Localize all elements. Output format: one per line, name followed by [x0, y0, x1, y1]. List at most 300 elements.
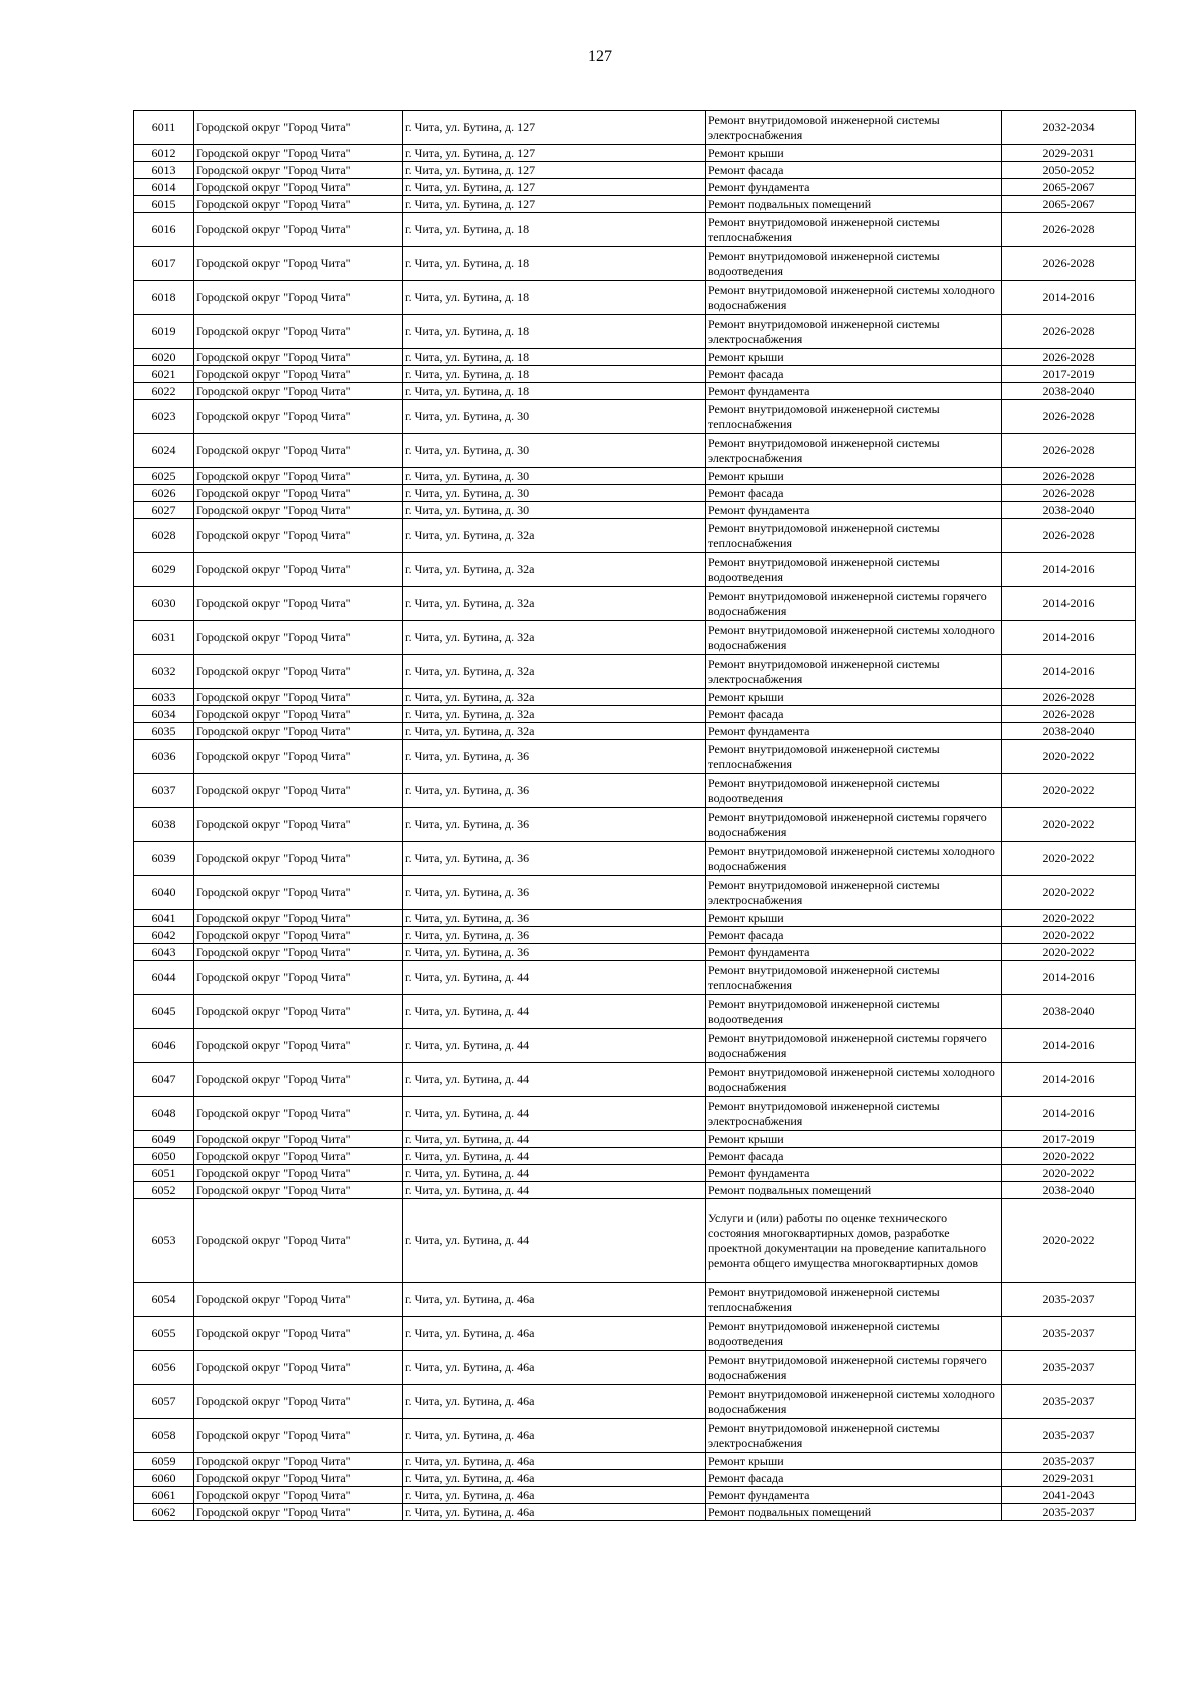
row-number-cell: 6020 — [134, 349, 194, 366]
table-row — [134, 468, 1136, 485]
years-cell: 2041-2043 — [1002, 1487, 1136, 1504]
row-number-cell: 6049 — [134, 1131, 194, 1148]
municipality-cell: Городской округ "Город Чита" — [194, 179, 403, 196]
address-cell: г. Чита, ул. Бутина, д. 36 — [403, 740, 706, 774]
table-row — [134, 519, 1136, 553]
table-row — [134, 315, 1136, 349]
municipality-cell: Городской округ "Город Чита" — [194, 1165, 403, 1182]
row-number-cell: 6022 — [134, 383, 194, 400]
work-type-cell: Ремонт крыши — [706, 689, 1002, 706]
address-cell: г. Чита, ул. Бутина, д. 18 — [403, 349, 706, 366]
table-row — [134, 281, 1136, 315]
work-type-cell: Ремонт внутридомовой инженерной системы электроснабжения — [706, 434, 1002, 468]
years-cell: 2020-2022 — [1002, 774, 1136, 808]
municipality-cell: Городской округ "Город Чита" — [194, 876, 403, 910]
work-type-cell: Ремонт внутридомовой инженерной системы холодного водоснабжения — [706, 1063, 1002, 1097]
years-cell: 2014-2016 — [1002, 655, 1136, 689]
address-cell: г. Чита, ул. Бутина, д. 36 — [403, 927, 706, 944]
row-number-cell: 6039 — [134, 842, 194, 876]
municipality-cell: Городской округ "Город Чита" — [194, 434, 403, 468]
years-cell: 2020-2022 — [1002, 876, 1136, 910]
municipality-cell: Городской округ "Город Чита" — [194, 1351, 403, 1385]
table-row — [134, 1097, 1136, 1131]
table-row — [134, 213, 1136, 247]
row-number-cell: 6011 — [134, 111, 194, 145]
years-cell: 2020-2022 — [1002, 944, 1136, 961]
address-cell: г. Чита, ул. Бутина, д. 30 — [403, 400, 706, 434]
work-type-cell: Ремонт фундамента — [706, 179, 1002, 196]
work-type-cell: Ремонт внутридомовой инженерной системы водоотведения — [706, 247, 1002, 281]
municipality-cell: Городской округ "Город Чита" — [194, 1097, 403, 1131]
years-cell: 2038-2040 — [1002, 502, 1136, 519]
row-number-cell: 6056 — [134, 1351, 194, 1385]
work-type-cell: Ремонт внутридомовой инженерной системы холодного водоснабжения — [706, 621, 1002, 655]
table-row — [134, 774, 1136, 808]
table-row — [134, 944, 1136, 961]
capital-repair-table — [133, 110, 1136, 1521]
municipality-cell: Городской округ "Город Чита" — [194, 485, 403, 502]
address-cell: г. Чита, ул. Бутина, д. 44 — [403, 1063, 706, 1097]
municipality-cell: Городской округ "Город Чита" — [194, 1182, 403, 1199]
address-cell: г. Чита, ул. Бутина, д. 46а — [403, 1351, 706, 1385]
row-number-cell: 6012 — [134, 145, 194, 162]
table-row — [134, 995, 1136, 1029]
table-row — [134, 723, 1136, 740]
address-cell: г. Чита, ул. Бутина, д. 18 — [403, 383, 706, 400]
years-cell: 2026-2028 — [1002, 519, 1136, 553]
row-number-cell: 6027 — [134, 502, 194, 519]
row-number-cell: 6055 — [134, 1317, 194, 1351]
years-cell: 2065-2067 — [1002, 196, 1136, 213]
municipality-cell: Городской округ "Город Чита" — [194, 196, 403, 213]
address-cell: г. Чита, ул. Бутина, д. 30 — [403, 468, 706, 485]
row-number-cell: 6013 — [134, 162, 194, 179]
table-row — [134, 1317, 1136, 1351]
row-number-cell: 6045 — [134, 995, 194, 1029]
years-cell: 2026-2028 — [1002, 434, 1136, 468]
years-cell: 2035-2037 — [1002, 1283, 1136, 1317]
work-type-cell: Ремонт крыши — [706, 349, 1002, 366]
work-type-cell: Ремонт внутридомовой инженерной системы теплоснабжения — [706, 519, 1002, 553]
municipality-cell: Городской округ "Город Чита" — [194, 1470, 403, 1487]
years-cell: 2014-2016 — [1002, 553, 1136, 587]
table-row — [134, 349, 1136, 366]
address-cell: г. Чита, ул. Бутина, д. 18 — [403, 281, 706, 315]
municipality-cell: Городской округ "Город Чита" — [194, 315, 403, 349]
table-row — [134, 196, 1136, 213]
work-type-cell: Ремонт внутридомовой инженерной системы горячего водоснабжения — [706, 1029, 1002, 1063]
address-cell: г. Чита, ул. Бутина, д. 46а — [403, 1453, 706, 1470]
years-cell: 2020-2022 — [1002, 910, 1136, 927]
row-number-cell: 6035 — [134, 723, 194, 740]
work-type-cell: Ремонт внутридомовой инженерной системы электроснабжения — [706, 655, 1002, 689]
work-type-cell: Ремонт внутридомовой инженерной системы холодного водоснабжения — [706, 842, 1002, 876]
years-cell: 2020-2022 — [1002, 740, 1136, 774]
municipality-cell: Городской округ "Город Чита" — [194, 366, 403, 383]
table-row — [134, 485, 1136, 502]
row-number-cell: 6024 — [134, 434, 194, 468]
work-type-cell: Ремонт фасада — [706, 1470, 1002, 1487]
years-cell: 2035-2037 — [1002, 1504, 1136, 1521]
table-row — [134, 111, 1136, 145]
municipality-cell: Городской округ "Город Чита" — [194, 689, 403, 706]
work-type-cell: Ремонт внутридомовой инженерной системы теплоснабжения — [706, 740, 1002, 774]
years-cell: 2035-2037 — [1002, 1419, 1136, 1453]
work-type-cell: Ремонт фасада — [706, 927, 1002, 944]
row-number-cell: 6044 — [134, 961, 194, 995]
row-number-cell: 6054 — [134, 1283, 194, 1317]
table-row — [134, 1165, 1136, 1182]
table-row — [134, 400, 1136, 434]
work-type-cell: Ремонт внутридомовой инженерной системы водоотведения — [706, 774, 1002, 808]
years-cell: 2035-2037 — [1002, 1385, 1136, 1419]
municipality-cell: Городской округ "Город Чита" — [194, 1487, 403, 1504]
table-row — [134, 808, 1136, 842]
years-cell: 2020-2022 — [1002, 808, 1136, 842]
row-number-cell: 6015 — [134, 196, 194, 213]
municipality-cell: Городской округ "Город Чита" — [194, 383, 403, 400]
work-type-cell: Услуги и (или) работы по оценке технического состояния многоквартирных домов, разработке проектной документации на проведение капитального ремонта общего имущества многоквартирных домов — [706, 1199, 1002, 1283]
years-cell: 2038-2040 — [1002, 383, 1136, 400]
years-cell: 2050-2052 — [1002, 162, 1136, 179]
table-row — [134, 706, 1136, 723]
work-type-cell: Ремонт фасада — [706, 162, 1002, 179]
table-row — [134, 1148, 1136, 1165]
table-row — [134, 740, 1136, 774]
years-cell: 2026-2028 — [1002, 213, 1136, 247]
years-cell: 2038-2040 — [1002, 1182, 1136, 1199]
municipality-cell: Городской округ "Город Чита" — [194, 944, 403, 961]
address-cell: г. Чита, ул. Бутина, д. 18 — [403, 213, 706, 247]
municipality-cell: Городской округ "Город Чита" — [194, 808, 403, 842]
work-type-cell: Ремонт внутридомовой инженерной системы горячего водоснабжения — [706, 1351, 1002, 1385]
table-row — [134, 162, 1136, 179]
years-cell: 2014-2016 — [1002, 1029, 1136, 1063]
table-row — [134, 621, 1136, 655]
address-cell: г. Чита, ул. Бутина, д. 44 — [403, 995, 706, 1029]
row-number-cell: 6023 — [134, 400, 194, 434]
municipality-cell: Городской округ "Город Чита" — [194, 162, 403, 179]
address-cell: г. Чита, ул. Бутина, д. 127 — [403, 196, 706, 213]
address-cell: г. Чита, ул. Бутина, д. 36 — [403, 944, 706, 961]
work-type-cell: Ремонт фундамента — [706, 723, 1002, 740]
work-type-cell: Ремонт крыши — [706, 145, 1002, 162]
table-row — [134, 876, 1136, 910]
years-cell: 2038-2040 — [1002, 723, 1136, 740]
table-row — [134, 1385, 1136, 1419]
row-number-cell: 6029 — [134, 553, 194, 587]
row-number-cell: 6016 — [134, 213, 194, 247]
years-cell: 2014-2016 — [1002, 1097, 1136, 1131]
address-cell: г. Чита, ул. Бутина, д. 44 — [403, 1097, 706, 1131]
years-cell: 2014-2016 — [1002, 961, 1136, 995]
municipality-cell: Городской округ "Город Чита" — [194, 400, 403, 434]
years-cell: 2029-2031 — [1002, 1470, 1136, 1487]
row-number-cell: 6025 — [134, 468, 194, 485]
years-cell: 2020-2022 — [1002, 1165, 1136, 1182]
table-row — [134, 1131, 1136, 1148]
municipality-cell: Городской округ "Город Чита" — [194, 927, 403, 944]
row-number-cell: 6061 — [134, 1487, 194, 1504]
municipality-cell: Городской округ "Город Чита" — [194, 655, 403, 689]
years-cell: 2032-2034 — [1002, 111, 1136, 145]
work-type-cell: Ремонт внутридомовой инженерной системы электроснабжения — [706, 315, 1002, 349]
table-row — [134, 655, 1136, 689]
address-cell: г. Чита, ул. Бутина, д. 44 — [403, 1182, 706, 1199]
address-cell: г. Чита, ул. Бутина, д. 32а — [403, 723, 706, 740]
table-row — [134, 179, 1136, 196]
address-cell: г. Чита, ул. Бутина, д. 46а — [403, 1487, 706, 1504]
row-number-cell: 6041 — [134, 910, 194, 927]
work-type-cell: Ремонт крыши — [706, 468, 1002, 485]
years-cell: 2029-2031 — [1002, 145, 1136, 162]
row-number-cell: 6048 — [134, 1097, 194, 1131]
address-cell: г. Чита, ул. Бутина, д. 36 — [403, 910, 706, 927]
years-cell: 2026-2028 — [1002, 400, 1136, 434]
address-cell: г. Чита, ул. Бутина, д. 46а — [403, 1317, 706, 1351]
table-row — [134, 1283, 1136, 1317]
address-cell: г. Чита, ул. Бутина, д. 32а — [403, 689, 706, 706]
address-cell: г. Чита, ул. Бутина, д. 32а — [403, 553, 706, 587]
municipality-cell: Городской округ "Город Чита" — [194, 468, 403, 485]
municipality-cell: Городской округ "Город Чита" — [194, 1148, 403, 1165]
address-cell: г. Чита, ул. Бутина, д. 36 — [403, 876, 706, 910]
table-row — [134, 553, 1136, 587]
address-cell: г. Чита, ул. Бутина, д. 46а — [403, 1283, 706, 1317]
address-cell: г. Чита, ул. Бутина, д. 127 — [403, 111, 706, 145]
address-cell: г. Чита, ул. Бутина, д. 46а — [403, 1419, 706, 1453]
table-row — [134, 689, 1136, 706]
years-cell: 2017-2019 — [1002, 366, 1136, 383]
work-type-cell: Ремонт фасада — [706, 706, 1002, 723]
work-type-cell: Ремонт фундамента — [706, 944, 1002, 961]
row-number-cell: 6050 — [134, 1148, 194, 1165]
row-number-cell: 6038 — [134, 808, 194, 842]
address-cell: г. Чита, ул. Бутина, д. 44 — [403, 1165, 706, 1182]
work-type-cell: Ремонт крыши — [706, 1453, 1002, 1470]
years-cell: 2026-2028 — [1002, 315, 1136, 349]
row-number-cell: 6031 — [134, 621, 194, 655]
row-number-cell: 6014 — [134, 179, 194, 196]
row-number-cell: 6017 — [134, 247, 194, 281]
years-cell: 2020-2022 — [1002, 842, 1136, 876]
years-cell: 2014-2016 — [1002, 281, 1136, 315]
table-row — [134, 502, 1136, 519]
address-cell: г. Чита, ул. Бутина, д. 32а — [403, 706, 706, 723]
work-type-cell: Ремонт фундамента — [706, 502, 1002, 519]
years-cell: 2020-2022 — [1002, 1148, 1136, 1165]
table-row — [134, 1470, 1136, 1487]
row-number-cell: 6062 — [134, 1504, 194, 1521]
table-row — [134, 247, 1136, 281]
row-number-cell: 6047 — [134, 1063, 194, 1097]
municipality-cell: Городской округ "Город Чита" — [194, 1063, 403, 1097]
row-number-cell: 6026 — [134, 485, 194, 502]
work-type-cell: Ремонт фасада — [706, 485, 1002, 502]
municipality-cell: Городской округ "Город Чита" — [194, 1453, 403, 1470]
work-type-cell: Ремонт внутридомовой инженерной системы водоотведения — [706, 553, 1002, 587]
municipality-cell: Городской округ "Город Чита" — [194, 842, 403, 876]
work-type-cell: Ремонт подвальных помещений — [706, 1504, 1002, 1521]
table-row — [134, 1063, 1136, 1097]
address-cell: г. Чита, ул. Бутина, д. 44 — [403, 1029, 706, 1063]
work-type-cell: Ремонт фасада — [706, 1148, 1002, 1165]
municipality-cell: Городской округ "Город Чита" — [194, 349, 403, 366]
table-body — [134, 111, 1136, 1521]
municipality-cell: Городской округ "Город Чита" — [194, 774, 403, 808]
municipality-cell: Городской округ "Город Чита" — [194, 621, 403, 655]
row-number-cell: 6043 — [134, 944, 194, 961]
work-type-cell: Ремонт крыши — [706, 910, 1002, 927]
address-cell: г. Чита, ул. Бутина, д. 44 — [403, 1131, 706, 1148]
municipality-cell: Городской округ "Город Чита" — [194, 111, 403, 145]
table-row — [134, 587, 1136, 621]
address-cell: г. Чита, ул. Бутина, д. 127 — [403, 145, 706, 162]
table-row — [134, 1199, 1136, 1283]
table-row — [134, 366, 1136, 383]
address-cell: г. Чита, ул. Бутина, д. 32а — [403, 655, 706, 689]
work-type-cell: Ремонт фундамента — [706, 1165, 1002, 1182]
work-type-cell: Ремонт внутридомовой инженерной системы горячего водоснабжения — [706, 808, 1002, 842]
row-number-cell: 6060 — [134, 1470, 194, 1487]
table-row — [134, 927, 1136, 944]
row-number-cell: 6051 — [134, 1165, 194, 1182]
table-row — [134, 910, 1136, 927]
municipality-cell: Городской округ "Город Чита" — [194, 1283, 403, 1317]
years-cell: 2020-2022 — [1002, 1199, 1136, 1283]
table-row — [134, 1504, 1136, 1521]
municipality-cell: Городской округ "Город Чита" — [194, 910, 403, 927]
address-cell: г. Чита, ул. Бутина, д. 36 — [403, 842, 706, 876]
work-type-cell: Ремонт внутридомовой инженерной системы водоотведения — [706, 995, 1002, 1029]
work-type-cell: Ремонт внутридомовой инженерной системы горячего водоснабжения — [706, 587, 1002, 621]
address-cell: г. Чита, ул. Бутина, д. 44 — [403, 1148, 706, 1165]
page-number: 127 — [588, 48, 612, 65]
row-number-cell: 6037 — [134, 774, 194, 808]
address-cell: г. Чита, ул. Бутина, д. 46а — [403, 1470, 706, 1487]
years-cell: 2026-2028 — [1002, 468, 1136, 485]
municipality-cell: Городской округ "Город Чита" — [194, 247, 403, 281]
municipality-cell: Городской округ "Город Чита" — [194, 961, 403, 995]
address-cell: г. Чита, ул. Бутина, д. 46а — [403, 1504, 706, 1521]
table-row — [134, 1419, 1136, 1453]
years-cell: 2065-2067 — [1002, 179, 1136, 196]
municipality-cell: Городской округ "Город Чита" — [194, 213, 403, 247]
row-number-cell: 6052 — [134, 1182, 194, 1199]
address-cell: г. Чита, ул. Бутина, д. 46а — [403, 1385, 706, 1419]
address-cell: г. Чита, ул. Бутина, д. 36 — [403, 774, 706, 808]
municipality-cell: Городской округ "Город Чита" — [194, 1029, 403, 1063]
row-number-cell: 6018 — [134, 281, 194, 315]
address-cell: г. Чита, ул. Бутина, д. 32а — [403, 621, 706, 655]
work-type-cell: Ремонт внутридомовой инженерной системы холодного водоснабжения — [706, 1385, 1002, 1419]
address-cell: г. Чита, ул. Бутина, д. 30 — [403, 502, 706, 519]
work-type-cell: Ремонт внутридомовой инженерной системы электроснабжения — [706, 1419, 1002, 1453]
years-cell: 2035-2037 — [1002, 1453, 1136, 1470]
row-number-cell: 6057 — [134, 1385, 194, 1419]
years-cell: 2038-2040 — [1002, 995, 1136, 1029]
municipality-cell: Городской округ "Город Чита" — [194, 502, 403, 519]
table-row — [134, 1351, 1136, 1385]
work-type-cell: Ремонт внутридомовой инженерной системы холодного водоснабжения — [706, 281, 1002, 315]
municipality-cell: Городской округ "Город Чита" — [194, 740, 403, 774]
municipality-cell: Городской округ "Город Чита" — [194, 1317, 403, 1351]
row-number-cell: 6021 — [134, 366, 194, 383]
work-type-cell: Ремонт внутридомовой инженерной системы водоотведения — [706, 1317, 1002, 1351]
work-type-cell: Ремонт фасада — [706, 366, 1002, 383]
work-type-cell: Ремонт внутридомовой инженерной системы теплоснабжения — [706, 213, 1002, 247]
row-number-cell: 6019 — [134, 315, 194, 349]
table-row — [134, 1453, 1136, 1470]
years-cell: 2035-2037 — [1002, 1351, 1136, 1385]
table-row — [134, 842, 1136, 876]
municipality-cell: Городской округ "Город Чита" — [194, 706, 403, 723]
municipality-cell: Городской округ "Город Чита" — [194, 723, 403, 740]
years-cell: 2026-2028 — [1002, 485, 1136, 502]
years-cell: 2035-2037 — [1002, 1317, 1136, 1351]
years-cell: 2020-2022 — [1002, 927, 1136, 944]
municipality-cell: Городской округ "Город Чита" — [194, 995, 403, 1029]
municipality-cell: Городской округ "Город Чита" — [194, 587, 403, 621]
table-row — [134, 434, 1136, 468]
table-row — [134, 1487, 1136, 1504]
row-number-cell: 6034 — [134, 706, 194, 723]
years-cell: 2026-2028 — [1002, 689, 1136, 706]
work-type-cell: Ремонт внутридомовой инженерной системы электроснабжения — [706, 111, 1002, 145]
years-cell: 2014-2016 — [1002, 587, 1136, 621]
work-type-cell: Ремонт внутридомовой инженерной системы электроснабжения — [706, 876, 1002, 910]
work-type-cell: Ремонт подвальных помещений — [706, 196, 1002, 213]
work-type-cell: Ремонт подвальных помещений — [706, 1182, 1002, 1199]
table-row — [134, 1182, 1136, 1199]
address-cell: г. Чита, ул. Бутина, д. 44 — [403, 1199, 706, 1283]
municipality-cell: Городской округ "Город Чита" — [194, 1385, 403, 1419]
row-number-cell: 6059 — [134, 1453, 194, 1470]
years-cell: 2026-2028 — [1002, 247, 1136, 281]
municipality-cell: Городской округ "Город Чита" — [194, 1199, 403, 1283]
address-cell: г. Чита, ул. Бутина, д. 44 — [403, 961, 706, 995]
row-number-cell: 6042 — [134, 927, 194, 944]
work-type-cell: Ремонт внутридомовой инженерной системы теплоснабжения — [706, 961, 1002, 995]
municipality-cell: Городской округ "Город Чита" — [194, 1419, 403, 1453]
table-row — [134, 145, 1136, 162]
address-cell: г. Чита, ул. Бутина, д. 18 — [403, 315, 706, 349]
row-number-cell: 6033 — [134, 689, 194, 706]
work-type-cell: Ремонт внутридомовой инженерной системы электроснабжения — [706, 1097, 1002, 1131]
work-type-cell: Ремонт фундамента — [706, 1487, 1002, 1504]
table-row — [134, 961, 1136, 995]
years-cell: 2017-2019 — [1002, 1131, 1136, 1148]
address-cell: г. Чита, ул. Бутина, д. 18 — [403, 366, 706, 383]
row-number-cell: 6030 — [134, 587, 194, 621]
address-cell: г. Чита, ул. Бутина, д. 30 — [403, 434, 706, 468]
work-type-cell: Ремонт внутридомовой инженерной системы теплоснабжения — [706, 400, 1002, 434]
municipality-cell: Городской округ "Город Чита" — [194, 553, 403, 587]
address-cell: г. Чита, ул. Бутина, д. 127 — [403, 162, 706, 179]
row-number-cell: 6058 — [134, 1419, 194, 1453]
municipality-cell: Городской округ "Город Чита" — [194, 1131, 403, 1148]
address-cell: г. Чита, ул. Бутина, д. 30 — [403, 485, 706, 502]
row-number-cell: 6040 — [134, 876, 194, 910]
municipality-cell: Городской округ "Город Чита" — [194, 519, 403, 553]
address-cell: г. Чита, ул. Бутина, д. 36 — [403, 808, 706, 842]
years-cell: 2026-2028 — [1002, 349, 1136, 366]
years-cell: 2026-2028 — [1002, 706, 1136, 723]
address-cell: г. Чита, ул. Бутина, д. 127 — [403, 179, 706, 196]
row-number-cell: 6036 — [134, 740, 194, 774]
work-type-cell: Ремонт крыши — [706, 1131, 1002, 1148]
work-type-cell: Ремонт фундамента — [706, 383, 1002, 400]
